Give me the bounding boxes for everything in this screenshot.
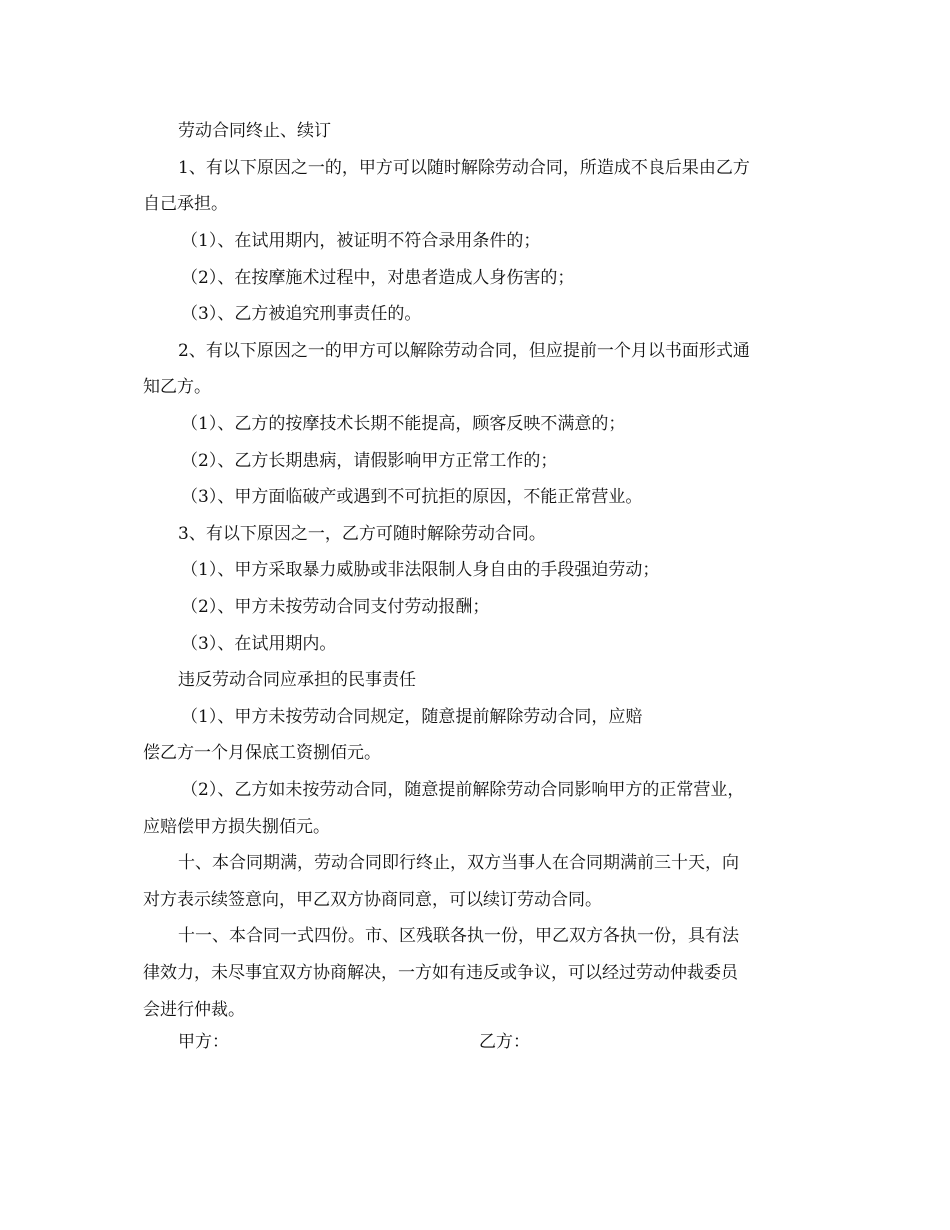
clause-1-item-2: （2）、在按摩施术过程中，对患者造成人身伤害的； (181, 268, 575, 288)
signature-party-b: 乙方： (479, 1032, 530, 1052)
liability-item-1-line-2: 偿乙方一个月保底工资捌佰元。 (143, 743, 381, 763)
clause-1-item-3: （3）、乙方被追究刑事责任的。 (181, 304, 422, 324)
clause-11-line-2: 律效力，未尽事宜双方协商解决，一方如有违反或争议，可以经过劳动仲裁委员 (143, 963, 738, 983)
liability-item-2-line-1: （2）、乙方如未按劳动合同，随意提前解除劳动合同影响甲方的正常营业， (181, 780, 745, 800)
clause-2-line-1: 2、有以下原因之一的甲方可以解除劳动合同，但应提前一个月以书面形式通 (178, 341, 750, 361)
signature-party-a: 甲方： (178, 1032, 229, 1052)
clause-10-line-1: 十、本合同期满，劳动合同即行终止，双方当事人在合同期满前三十天，向 (178, 853, 739, 873)
clause-11-line-1: 十一、本合同一式四份。市、区残联各执一份，甲乙双方各执一份，具有法 (178, 926, 739, 946)
clause-2-line-2: 知乙方。 (143, 377, 211, 397)
clause-1-item-1: （1）、在试用期内，被证明不符合录用条件的； (181, 231, 541, 251)
section-heading-termination: 劳动合同终止、续订 (178, 121, 331, 141)
clause-2-item-3: （3）、甲方面临破产或遇到不可抗拒的原因，不能正常营业。 (181, 487, 643, 507)
clause-10-line-2: 对方表示续签意向，甲乙双方协商同意，可以续订劳动合同。 (143, 890, 602, 910)
section-heading-liability: 违反劳动合同应承担的民事责任 (178, 670, 416, 690)
liability-item-2-line-2: 应赔偿甲方损失捌佰元。 (143, 817, 330, 837)
clause-11-line-3: 会进行仲裁。 (143, 1000, 245, 1020)
clause-1-line-2: 自己承担。 (143, 194, 228, 214)
clause-3-item-3: （3）、在试用期内。 (181, 634, 337, 654)
clause-1-line-1: 1、有以下原因之一的，甲方可以随时解除劳动合同，所造成不良后果由乙方 (178, 158, 750, 178)
clause-3-item-1: （1）、甲方采取暴力威胁或非法限制人身自由的手段强迫劳动； (181, 560, 660, 580)
liability-item-1-line-1: （1）、甲方未按劳动合同规定，随意提前解除劳动合同，应赔 (181, 707, 643, 727)
clause-2-item-1: （1）、乙方的按摩技术长期不能提高，顾客反映不满意的； (181, 414, 626, 434)
clause-3-line-1: 3、有以下原因之一，乙方可随时解除劳动合同。 (178, 524, 546, 544)
clause-3-item-2: （2）、甲方未按劳动合同支付劳动报酬； (181, 597, 490, 617)
clause-2-item-2: （2）、乙方长期患病，请假影响甲方正常工作的； (181, 451, 558, 471)
